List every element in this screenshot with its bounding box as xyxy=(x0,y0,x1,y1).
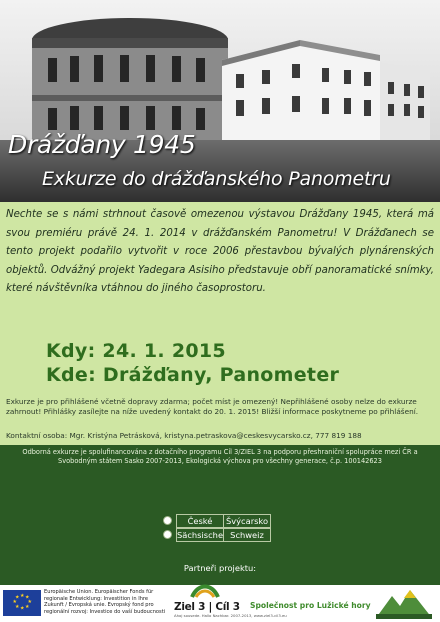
region-selector xyxy=(163,514,269,542)
eu-funding-text: Europäische Union. Europäischer Fonds für regionale Entwicklung: Investition in Ihre Zukunft / Evropská unie. Evropský fond pro regionální rozvoj: Investice do vaší budoucnosti xyxy=(44,589,166,615)
svg-text:★: ★ xyxy=(25,594,30,601)
radio-button[interactable] xyxy=(163,530,172,539)
event-location: Kde: Drážďany, Panometer xyxy=(46,364,340,386)
svg-text:★: ★ xyxy=(20,605,25,612)
region-option-label: Sächsische xyxy=(177,530,224,540)
region-option-czech[interactable] xyxy=(163,514,269,528)
region-option-label: Schweiz xyxy=(223,528,271,542)
region-option-label: České xyxy=(176,514,224,528)
funding-note: Odborná exkurze je spolufinancována z dotačního programu Cíl 3/ZIEL 3 na podporu přeshraniční spolupráce mezi ČR a Svobodným státem Sasko 2007-2013, Ekologická výchova pro všechny generace, č.p. 100142623 xyxy=(22,448,418,465)
svg-text:★: ★ xyxy=(15,604,20,610)
svg-text:★: ★ xyxy=(25,604,30,610)
region-option-saxon[interactable] xyxy=(163,528,269,542)
contact-person: Kontaktní osoba: Mgr. Kristýna Petrásková, kristyna.petraskova@ceskesvycarsko.cz, 777 819 188 xyxy=(6,431,362,440)
svg-text:★: ★ xyxy=(27,599,32,605)
page-title: Drážďany 1945 xyxy=(8,130,196,159)
region-option-label: Švýcarsko xyxy=(223,514,271,528)
svg-text:★: ★ xyxy=(15,594,20,601)
header-photo xyxy=(0,0,440,202)
page-subtitle: Exkurze do drážďanského Panometru xyxy=(42,168,391,190)
svg-text:★: ★ xyxy=(12,599,17,605)
intro-paragraph: Nechte se s námi strhnout časově omezenou výstavou Drážďany 1945, která má svou premiéru právě 24. 1. 2014 v drážďanském Panometru! V Drážďanech se tento projekt podařilo vytvořit v roce 2006 přestavbou bývalých plynárenských objektů. Odvážný projekt Yadegara Asisiho představuje obří panoramatické snímky, které návštěvníka vtáhnou do jiného časoprostoru. xyxy=(6,209,434,294)
eu-flag-icon xyxy=(3,590,41,616)
svg-text:★: ★ xyxy=(20,593,25,599)
ziel3-logo-text: Ziel 3 | Cíl 3 xyxy=(174,601,240,613)
radio-button[interactable] xyxy=(163,516,172,525)
partners-heading: Partneři projektu: xyxy=(183,563,257,573)
spolecnost-logo-text: Společnost pro Lužické hory xyxy=(250,601,371,610)
partner-organization-logo-icon xyxy=(372,584,436,621)
ziel3-slogan: Ahoj sousede. Hallo Nachbar. 2007-2013, www.ziel3-cil3.eu xyxy=(174,613,287,618)
event-date: Kdy: 24. 1. 2015 xyxy=(46,340,226,362)
registration-info: Exkurze je pro přihlášené včetně dopravy zdarma; počet míst je omezený! Nepřihlášené osoby nelze do exkurze zahrnout! Přihlášky zasílejte na níže uvedený kontakt do 20. 1. 2015! Bližší informace poskytneme po přihlášení. xyxy=(6,397,419,416)
